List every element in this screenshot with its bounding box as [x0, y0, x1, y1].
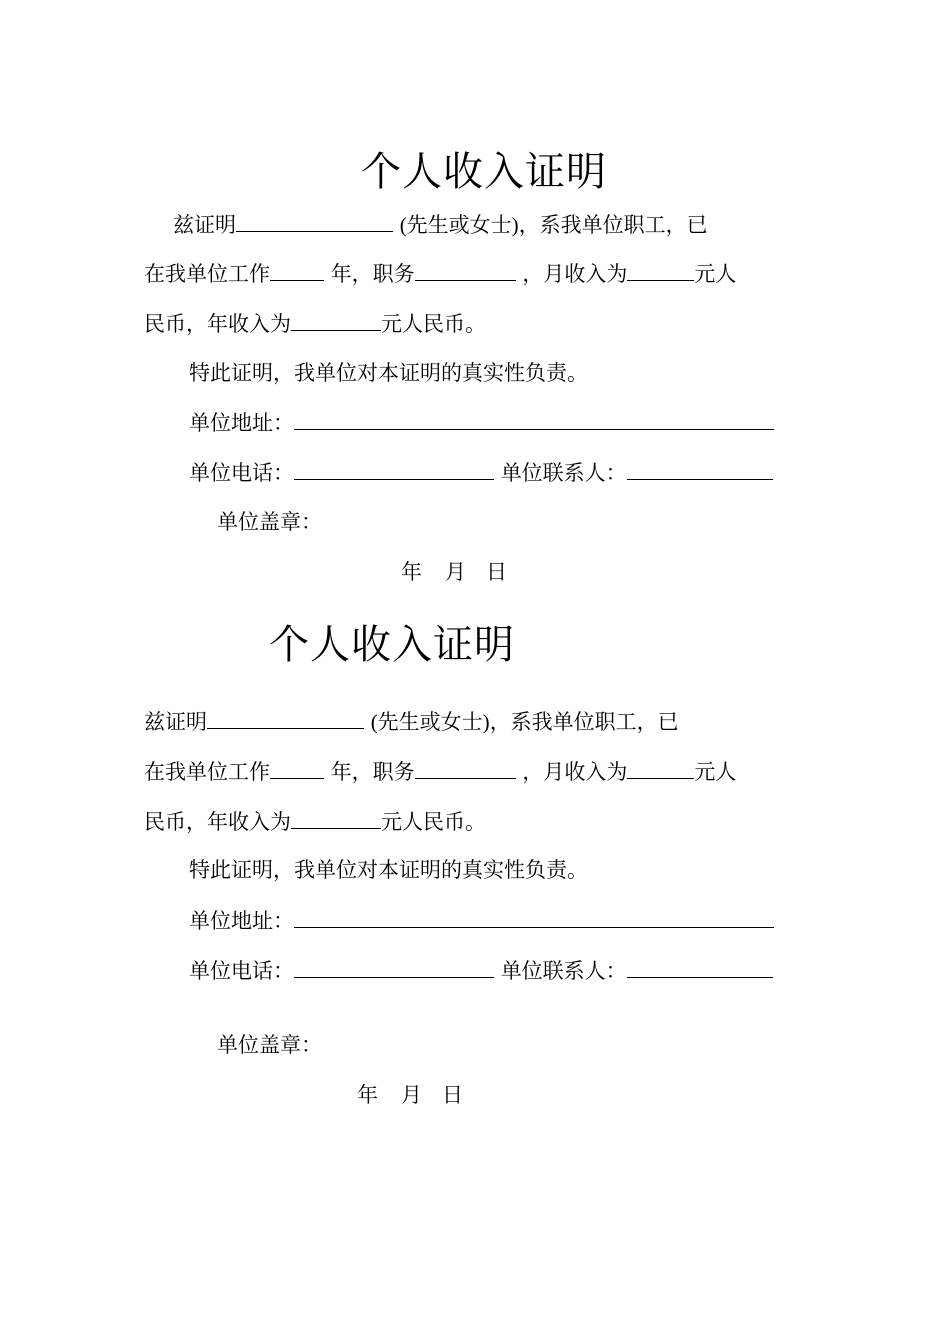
annual-prefix: 民币，年收入为 [144, 810, 291, 834]
annual-income-blank[interactable] [291, 808, 381, 829]
contact-blank[interactable] [627, 957, 773, 978]
intro-paren: (先生或女士) [399, 213, 519, 237]
work-monthly-label: ，月收入为 [522, 760, 628, 784]
name-blank[interactable] [236, 211, 393, 232]
intro-suffix: ，系我单位职工，已 [518, 213, 708, 237]
address-line [189, 907, 774, 934]
intro-line [144, 708, 679, 735]
phone-label: 单位电话： [189, 461, 294, 485]
work-monthly-label: ，月收入为 [522, 262, 628, 286]
work-years-label: 年，职务 [330, 760, 415, 784]
work-years-label: 年，职务 [330, 262, 415, 286]
phone-contact-line [189, 459, 773, 486]
address-line [189, 409, 774, 436]
date-month: 月 [445, 560, 466, 584]
annual-line [144, 808, 486, 835]
certificate-title: 个人收入证明 [361, 149, 607, 195]
work-yuan-label: 元人 [694, 760, 737, 784]
seal-line: 单位盖章： [217, 1033, 322, 1057]
position-blank[interactable] [415, 758, 516, 779]
work-line [144, 758, 736, 785]
date-line [357, 1082, 463, 1108]
annual-income-blank[interactable] [291, 310, 381, 331]
date-day: 日 [442, 1083, 463, 1107]
work-line [144, 260, 736, 287]
phone-blank[interactable] [294, 459, 494, 480]
seal-line: 单位盖章： [217, 510, 322, 534]
monthly-income-blank[interactable] [627, 260, 694, 281]
intro-prefix: 兹证明 [173, 213, 236, 237]
phone-blank[interactable] [294, 957, 494, 978]
contact-blank[interactable] [627, 459, 773, 480]
date-year: 年 [357, 1083, 378, 1107]
work-prefix: 在我单位工作 [144, 760, 270, 784]
date-month: 月 [401, 1083, 422, 1107]
contact-label: 单位联系人： [500, 461, 627, 485]
years-blank[interactable] [270, 260, 324, 281]
work-yuan-label: 元人 [694, 262, 737, 286]
position-blank[interactable] [415, 260, 516, 281]
statement-line: 特此证明，我单位对本证明的真实性负责。 [189, 858, 588, 882]
monthly-income-blank[interactable] [627, 758, 694, 779]
phone-contact-line [189, 957, 773, 984]
name-blank[interactable] [207, 708, 364, 729]
annual-suffix: 元人民币。 [381, 312, 486, 336]
certificate-title: 个人收入证明 [269, 622, 515, 668]
intro-suffix: ，系我单位职工，已 [489, 710, 679, 734]
address-label: 单位地址： [189, 909, 294, 933]
years-blank[interactable] [270, 758, 324, 779]
date-year: 年 [401, 560, 422, 584]
annual-prefix: 民币，年收入为 [144, 312, 291, 336]
address-blank[interactable] [294, 907, 774, 928]
date-line [401, 559, 507, 585]
address-label: 单位地址： [189, 411, 294, 435]
contact-label: 单位联系人： [500, 959, 627, 983]
statement-line: 特此证明，我单位对本证明的真实性负责。 [189, 361, 588, 385]
address-blank[interactable] [294, 409, 774, 430]
date-day: 日 [486, 560, 507, 584]
intro-prefix: 兹证明 [144, 710, 207, 734]
intro-paren: (先生或女士) [370, 710, 490, 734]
intro-line [173, 211, 708, 238]
annual-line [144, 310, 486, 337]
phone-label: 单位电话： [189, 959, 294, 983]
work-prefix: 在我单位工作 [144, 262, 270, 286]
annual-suffix: 元人民币。 [381, 810, 486, 834]
